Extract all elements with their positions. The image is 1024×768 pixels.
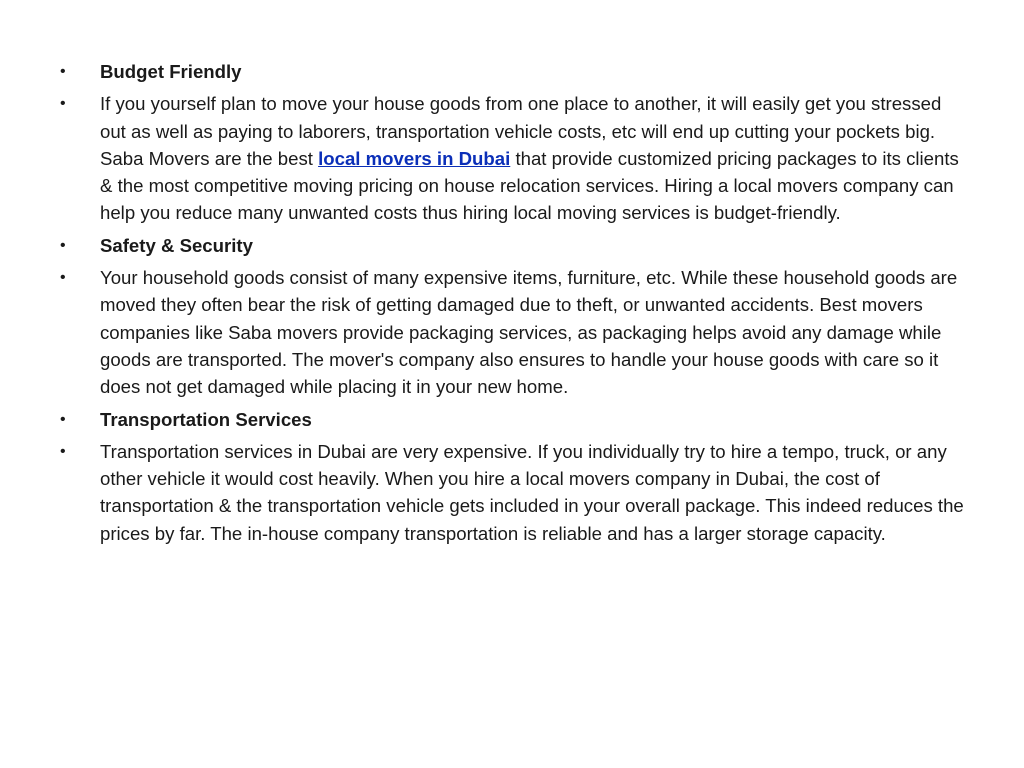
budget-heading-item	[60, 58, 968, 85]
transport-heading: Transportation Services	[100, 408, 312, 430]
bullet-marker: •	[60, 95, 66, 113]
bullet-list	[60, 58, 968, 547]
safety-body-item	[60, 264, 968, 400]
budget-body-item	[60, 90, 968, 226]
bullet-marker: •	[60, 410, 66, 428]
local-movers-dubai-link[interactable]: local movers in Dubai	[318, 147, 511, 169]
budget-heading: Budget Friendly	[100, 61, 242, 82]
bullet-marker: •	[60, 236, 66, 254]
bullet-marker: •	[60, 63, 66, 80]
bullet-marker: •	[60, 269, 66, 287]
budget-body-after-link: that provide customized pricing packages to its clients & the most competitive moving pricing on house relocation services. Hiring a local movers company can help you reduce many unwanted costs thus hiring local moving services is budget-friendly.	[100, 147, 959, 224]
transport-heading-item	[60, 406, 968, 433]
transport-body: Transportation services in Dubai are very expensive. If you individually try to hire a tempo, truck, or any other vehicle it would cost heavily. When you hire a local movers company in Dubai, the cost of transportation & the transportation vehicle gets included in your overall package. This indeed reduces the prices by far. The in-house company transportation is reliable and has a larger storage capacity.	[100, 440, 964, 544]
bullet-marker: •	[60, 442, 66, 460]
safety-heading: Safety & Security	[100, 234, 253, 256]
budget-body-before-link: If you yourself plan to move your house goods from one place to another, it will easily get you stressed out as well as paying to laborers, transportation vehicle costs, etc will end up cutting your pockets big. Saba Movers are the best	[100, 93, 942, 169]
transport-body-item	[60, 438, 968, 547]
safety-body: Your household goods consist of many expensive items, furniture, etc. While these household goods are moved they often bear the risk of getting damaged due to theft, or unwanted accidents. Best movers companies like Saba movers provide packaging services, as packaging helps avoid any damage while goods are transported. The mover's company also ensures to handle your house goods with care so it does not get damaged while placing it in your new home.	[100, 267, 958, 398]
safety-heading-item	[60, 232, 968, 259]
